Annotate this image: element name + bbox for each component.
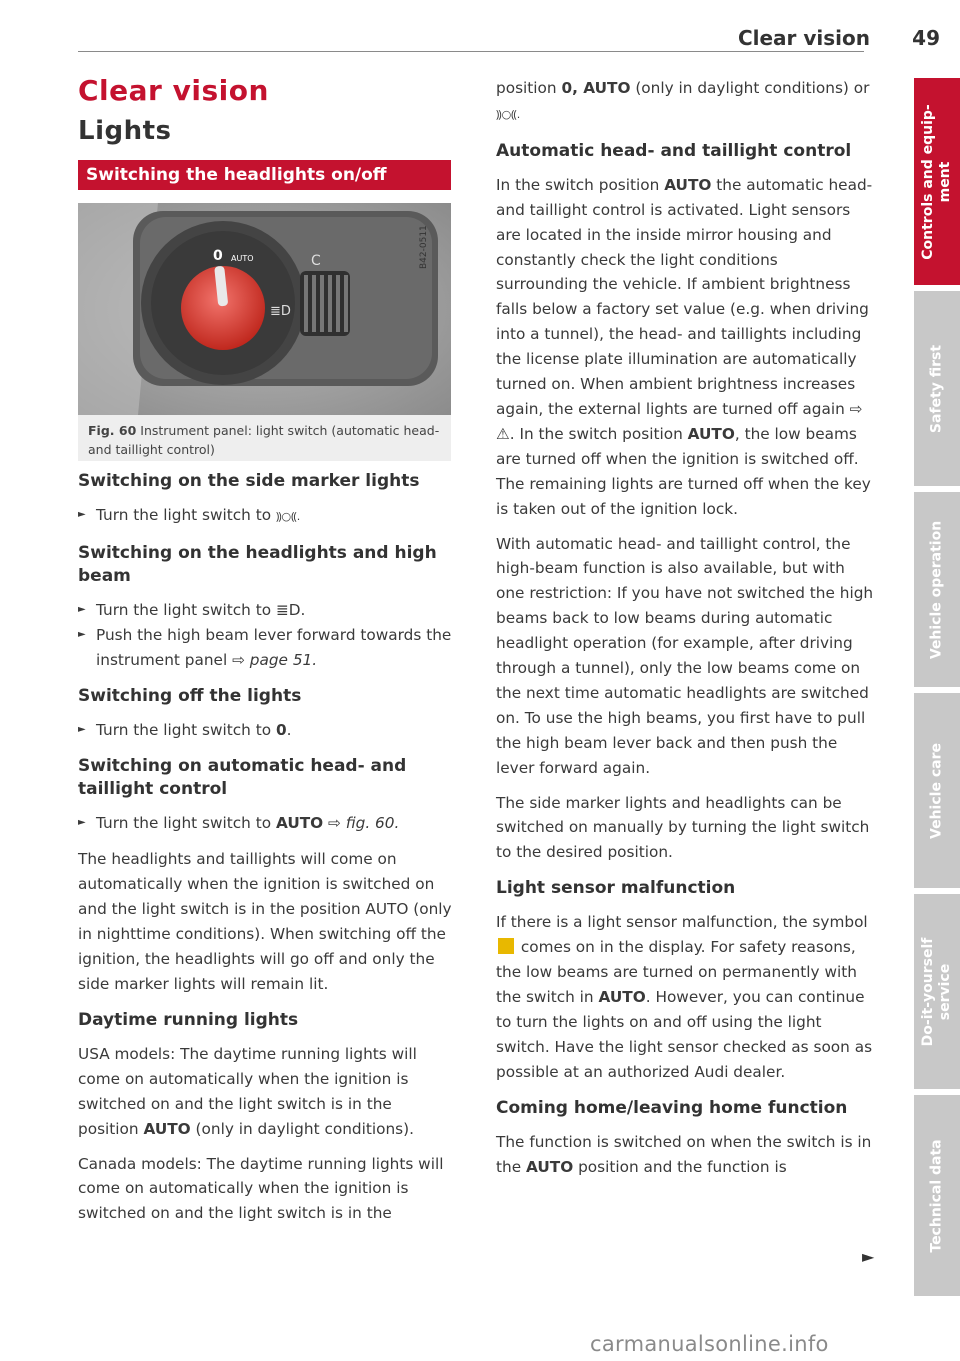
drl-canada-paragraph: Canada models: The daytime running lights will come on automatically when the ignition is switched on and the light switch is in the <box>78 1154 444 1223</box>
tab-technical-data[interactable]: Technical data <box>914 1095 960 1296</box>
tab-controls-and-equipment[interactable]: Controls and equip- ment <box>914 78 960 285</box>
switch-label-auto: AUTO <box>231 254 254 263</box>
figure-caption-number: Fig. 60 <box>88 423 137 438</box>
running-header-title: Clear vision <box>737 26 870 50</box>
light-sensor-warning-icon <box>498 938 514 954</box>
section-title: Lights <box>78 116 172 146</box>
continue-arrow-icon: ► <box>862 1247 875 1266</box>
sensor-malfunction-paragraph: If there is a light sensor malfunction, the symbol comes on in the display. For safety reasons, the low beams are turned on permanently with the switch in AUTO. However, you can continue to turn the lights on and off using the light switch. Have the light sensor checked as soon as possible at an authorized Audi dealer. <box>496 913 873 1081</box>
auto-control-paragraph: In the switch position AUTO the automatic head- and taillight control is activated. Light sensors are located in the inside mirror housing and constantly check the light conditions surrounding the vehicle. If ambient brightness falls below a factory set value (e.g. when driving into a tunnel), the head- and taillights including the license plate illumination are automatically turned on. When ambient brightness increases again, the external lights are turned off again ⇨ ⚠. In the switch position AUTO, the low beams are turned off when the ignition is switched off. The remaining lights are turned off when the key is taken out of the ignition lock. <box>496 175 873 518</box>
headlights-heading: Switching on the headlights and high beam <box>78 542 437 586</box>
header-rule <box>78 51 864 52</box>
high-beam-paragraph: With automatic head- and taillight control, the high-beam function is also available, but with one restriction: If you have not switched the high beams back to low beams during automatic headlight operation (for example, after driving through a tunnel), only the low beams come on the next time automatic headlights are switched on. To use the high beams, you first have to pull the high beam lever back and then push the lever forward again. <box>496 534 874 777</box>
light-switch-figure <box>78 203 451 415</box>
auto-control-section-heading: Automatic head- and taillight control <box>496 140 852 161</box>
tab-safety-first[interactable]: Safety first <box>914 291 960 486</box>
switch-label-off: 0 <box>213 248 223 264</box>
lights-off-step: ► Turn the light switch to 0. <box>78 718 453 743</box>
side-marker-step: ► Turn the light switch to ⸩○⸨. <box>78 503 453 530</box>
tab-vehicle-care[interactable]: Vehicle care <box>914 693 960 888</box>
sensor-malfunction-heading: Light sensor malfunction <box>496 878 736 899</box>
watermark: carmanualsonline.info <box>590 1332 829 1356</box>
page-51-link[interactable]: ⇨ page 51. <box>232 650 318 669</box>
left-column <box>78 470 453 1226</box>
figure-caption <box>78 415 451 461</box>
manual-switch-paragraph: The side marker lights and headlights can be switched on manually by turning the light switch to the desired position. <box>496 793 870 862</box>
coming-home-paragraph: The function is switched on when the switch is in the AUTO position and the function is <box>496 1132 872 1176</box>
coming-home-heading: Coming home/leaving home function <box>496 1097 848 1118</box>
dimmer-icon: C <box>311 253 321 269</box>
side-marker-symbol: ⸩○⸨. <box>275 510 301 523</box>
figure-code: B42-0511 <box>419 225 429 269</box>
tab-vehicle-operation[interactable]: Vehicle operation <box>914 492 960 687</box>
headlights-step-2: ► Push the high beam lever forward towards the instrument panel ⇨ page 51. <box>78 623 453 673</box>
tab-do-it-yourself-service[interactable]: Do-it-yourself service <box>914 894 960 1089</box>
headlight-icon: ≣D <box>270 304 291 319</box>
dimmer-wheel <box>300 271 350 336</box>
headlights-step-1: ► Turn the light switch to ≣D. <box>78 598 453 623</box>
light-switch-illustration <box>78 203 451 415</box>
topic-banner: Switching the headlights on/off <box>78 160 451 190</box>
fig-60-link[interactable]: ⇨ fig. 60. <box>323 813 400 832</box>
auto-control-step: ► Turn the light switch to AUTO ⇨ fig. 60. <box>78 811 453 836</box>
page-number: 49 <box>912 26 940 50</box>
lights-off-heading: Switching off the lights <box>78 685 302 706</box>
auto-control-heading: Switching on automatic head- and taillight control <box>78 755 407 799</box>
drl-usa-paragraph: USA models: The daytime running lights will come on automatically when the ignition is switched on and the light switch is in the position AUTO (only in daylight conditions). <box>78 1044 417 1138</box>
drl-heading: Daytime running lights <box>78 1009 299 1030</box>
auto-lights-paragraph: The headlights and taillights will come on automatically when the ignition is switched on and the light switch is in the position AUTO (only in nighttime conditions). When switching off the ignition, the headlights will go off and only the side marker lights will remain lit. <box>78 850 452 993</box>
chapter-title: Clear vision <box>78 74 269 107</box>
side-marker-heading: Switching on the side marker lights <box>78 471 420 491</box>
right-column <box>496 76 874 1179</box>
drl-continuation: position 0, AUTO (only in daylight conditions) or ⸩○⸨. <box>496 79 870 121</box>
figure-caption-text: Instrument panel: light switch (automatic head- and taillight control) <box>88 423 440 457</box>
